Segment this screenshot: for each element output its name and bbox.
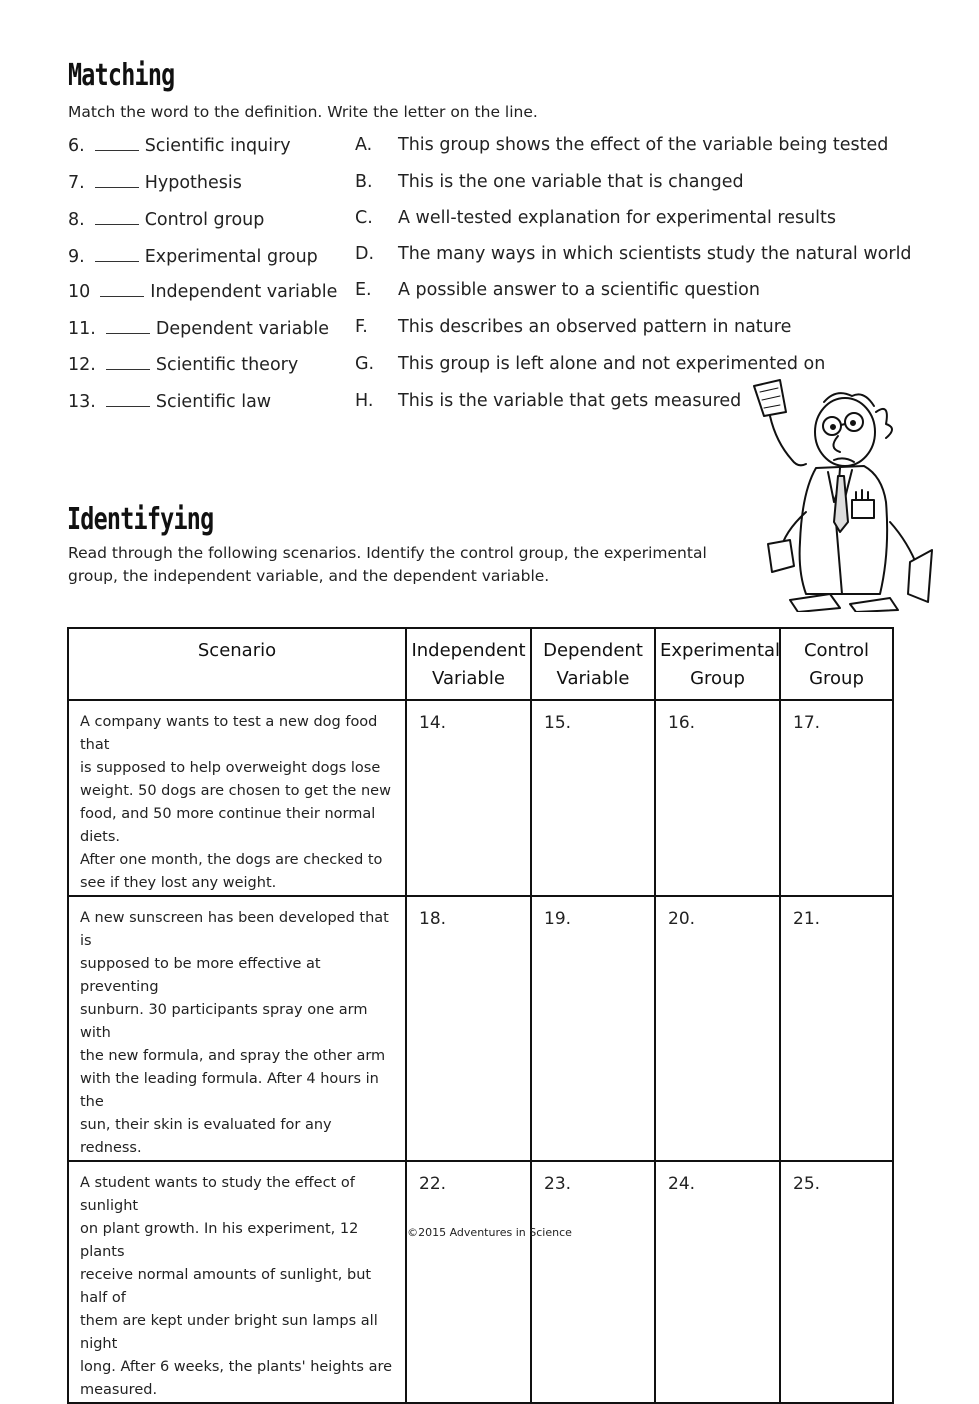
- answer-cell[interactable]: 19.: [531, 896, 655, 1161]
- answer-blank[interactable]: [95, 247, 139, 262]
- term-number: 11.: [68, 319, 96, 339]
- answer-cell[interactable]: 14.: [406, 700, 531, 896]
- definition-text: The many ways in which scientists study the natural world: [398, 244, 912, 264]
- copyright-footer: ©2015 Adventures in Science: [407, 1226, 572, 1239]
- answer-cell[interactable]: 17.: [780, 700, 893, 896]
- answer-cell[interactable]: 21.: [780, 896, 893, 1161]
- term-number: 7.: [68, 173, 85, 193]
- answer-cell[interactable]: 20.: [655, 896, 780, 1161]
- header-control-group: Control Group: [780, 628, 893, 700]
- answer-cell[interactable]: 16.: [655, 700, 780, 896]
- definition-row: [355, 208, 836, 234]
- definition-text: A well-tested explanation for experimental results: [398, 208, 837, 228]
- answer-blank[interactable]: [106, 392, 150, 407]
- definition-text: This group is left alone and not experimented on: [398, 354, 826, 374]
- term-row: [68, 355, 298, 381]
- definition-letter: C.: [355, 208, 373, 228]
- definition-letter: B.: [355, 172, 373, 192]
- term-label: Independent variable: [150, 282, 338, 302]
- definition-letter: G.: [355, 354, 375, 374]
- answer-blank[interactable]: [100, 282, 144, 297]
- header-independent-variable: Independent Variable: [406, 628, 531, 700]
- table-row: [68, 700, 893, 896]
- term-row: [68, 282, 337, 308]
- scenario-description: A student wants to study the effect of sunlight on plant growth. In his experiment, 12 plants receive normal amounts of sunlight, but half of them are kept under bright sun lamps all night long. After 6 weeks, the plants' heights are measured.: [68, 1161, 406, 1403]
- term-number: 13.: [68, 392, 96, 412]
- term-number: 9.: [68, 247, 85, 267]
- answer-blank[interactable]: [95, 173, 139, 188]
- answer-cell[interactable]: 23.: [531, 1161, 655, 1403]
- definition-letter: A.: [355, 135, 373, 155]
- table-row: [68, 1161, 893, 1403]
- identifying-heading: Identifying: [67, 502, 214, 537]
- term-label: Experimental group: [144, 247, 318, 267]
- definition-row: [355, 391, 741, 417]
- definition-text: This is the variable that gets measured: [398, 391, 742, 411]
- answer-cell[interactable]: 25.: [780, 1161, 893, 1403]
- identifying-instructions-line2: group, the independent variable, and the dependent variable.: [68, 567, 550, 585]
- term-label: Scientific theory: [155, 355, 299, 375]
- scenario-table: [67, 627, 894, 1404]
- answer-cell[interactable]: 15.: [531, 700, 655, 896]
- definition-row: [355, 172, 744, 198]
- confused-scientist-illustration: [740, 372, 935, 612]
- definition-text: This is the one variable that is changed: [398, 172, 744, 192]
- table-row: [68, 896, 893, 1161]
- term-number: 12.: [68, 355, 96, 375]
- term-row: [68, 392, 271, 418]
- term-row: [68, 247, 318, 273]
- definition-text: A possible answer to a scientific question: [398, 280, 760, 300]
- matching-heading: Matching: [68, 58, 175, 93]
- matching-instructions: Match the word to the definition. Write the letter on the line.: [68, 103, 538, 121]
- header-dependent-variable: Dependent Variable: [531, 628, 655, 700]
- answer-blank[interactable]: [95, 136, 139, 151]
- term-row: [68, 173, 242, 199]
- definition-text: This group shows the effect of the variable being tested: [398, 135, 889, 155]
- definition-letter: E.: [355, 280, 372, 300]
- definition-row: [355, 244, 912, 270]
- identifying-instructions-line1: Read through the following scenarios. Identify the control group, the experimental: [68, 544, 707, 562]
- term-label: Control group: [144, 210, 265, 230]
- term-label: Scientific inquiry: [144, 136, 291, 156]
- term-number: 6.: [68, 136, 85, 156]
- term-number: 8.: [68, 210, 85, 230]
- header-scenario: Scenario: [68, 628, 406, 700]
- header-experimental-group: Experimental Group: [655, 628, 780, 700]
- term-number: 10: [68, 282, 91, 302]
- definition-letter: F.: [355, 317, 368, 337]
- definition-row: [355, 280, 760, 306]
- term-label: Scientific law: [155, 392, 272, 412]
- term-label: Hypothesis: [144, 173, 242, 193]
- definition-letter: D.: [355, 244, 375, 264]
- definition-letter: H.: [355, 391, 374, 411]
- answer-cell[interactable]: 18.: [406, 896, 531, 1161]
- answer-blank[interactable]: [106, 355, 150, 370]
- answer-blank[interactable]: [106, 319, 150, 334]
- scenario-description: A new sunscreen has been developed that is supposed to be more effective at preventing sunburn. 30 participants spray one arm with the new formula, and spray the other arm with the leading formula. After 4 hours in the sun, their skin is evaluated for any redness.: [68, 896, 406, 1161]
- term-row: [68, 136, 291, 162]
- definition-row: [355, 135, 888, 161]
- term-row: [68, 319, 329, 345]
- table-header-row: [68, 628, 893, 700]
- answer-blank[interactable]: [95, 210, 139, 225]
- term-label: Dependent variable: [155, 319, 330, 339]
- answer-cell[interactable]: 24.: [655, 1161, 780, 1403]
- definition-row: [355, 317, 791, 343]
- answer-cell[interactable]: 22.: [406, 1161, 531, 1403]
- term-row: [68, 210, 264, 236]
- scenario-description: A company wants to test a new dog food that is supposed to help overweight dogs lose weight. 50 dogs are chosen to get the new food, and 50 more continue their normal diets. After one month, the dogs are checked to see if they lost any weight.: [68, 700, 406, 896]
- definition-text: This describes an observed pattern in nature: [398, 317, 792, 337]
